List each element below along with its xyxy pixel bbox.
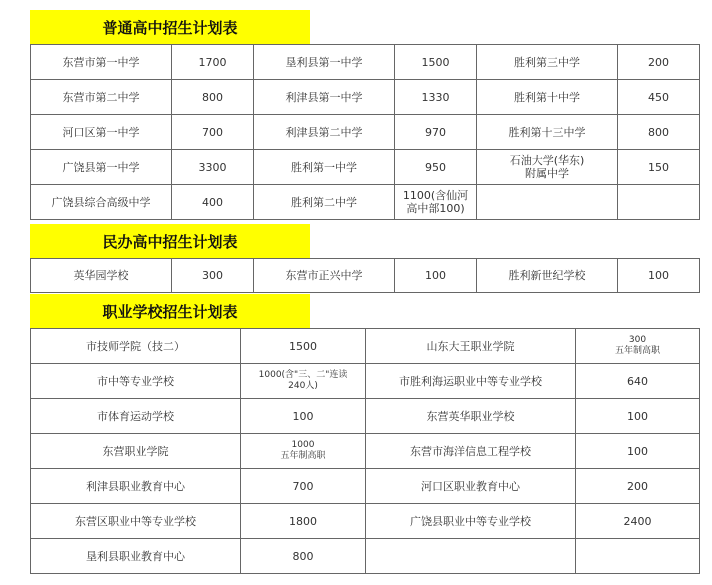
school-name: 利津县职业教育中心 <box>31 469 241 504</box>
school-name: 垦利县职业教育中心 <box>31 539 241 574</box>
school-name: 胜利第一中学 <box>254 150 395 185</box>
school-name: 胜利第二中学 <box>254 185 395 220</box>
enrollment-count: 640 <box>576 364 700 399</box>
enrollment-count: 1100(含仙河 高中部100) <box>395 185 477 220</box>
table-row <box>31 434 700 469</box>
school-name: 利津县第一中学 <box>254 80 395 115</box>
school-name <box>477 185 618 220</box>
enrollment-count: 300 <box>172 259 254 293</box>
enrollment-count: 3300 <box>172 150 254 185</box>
school-name: 市胜利海运职业中等专业学校 <box>366 364 576 399</box>
school-name: 东营英华职业学校 <box>366 399 576 434</box>
enrollment-count: 100 <box>576 434 700 469</box>
table-row <box>31 80 700 115</box>
school-name: 垦利县第一中学 <box>254 45 395 80</box>
school-name: 东营职业学院 <box>31 434 241 469</box>
enrollment-count: 100 <box>241 399 366 434</box>
school-name: 市技师学院（技二） <box>31 329 241 364</box>
school-name: 河口区第一中学 <box>31 115 172 150</box>
enrollment-count: 100 <box>618 259 700 293</box>
school-name: 广饶县第一中学 <box>31 150 172 185</box>
enrollment-count: 1000 五年制高职 <box>241 434 366 469</box>
vocational-plan-table <box>30 328 700 574</box>
enrollment-count: 800 <box>241 539 366 574</box>
enrollment-count: 1000(含"三、二"连读 240人) <box>241 364 366 399</box>
enrollment-count: 1330 <box>395 80 477 115</box>
enrollment-count: 1800 <box>241 504 366 539</box>
school-name: 胜利第十三中学 <box>477 115 618 150</box>
table-row <box>31 399 700 434</box>
table-row <box>31 364 700 399</box>
enrollment-count: 300 五年制高职 <box>576 329 700 364</box>
school-name: 河口区职业教育中心 <box>366 469 576 504</box>
school-name: 胜利新世纪学校 <box>477 259 618 293</box>
school-name: 市体育运动学校 <box>31 399 241 434</box>
private-plan-table <box>30 258 700 293</box>
table-row <box>31 469 700 504</box>
enrollment-count: 970 <box>395 115 477 150</box>
school-name: 胜利第十中学 <box>477 80 618 115</box>
enrollment-count <box>576 539 700 574</box>
general-plan-title: 普通高中招生计划表 <box>30 10 310 44</box>
table-row <box>31 539 700 574</box>
school-name: 山东大王职业学院 <box>366 329 576 364</box>
enrollment-count: 700 <box>241 469 366 504</box>
school-name: 英华园学校 <box>31 259 172 293</box>
vocational-plan-title: 职业学校招生计划表 <box>30 294 310 328</box>
school-name: 东营市第一中学 <box>31 45 172 80</box>
table-row <box>31 185 700 220</box>
enrollment-count: 800 <box>172 80 254 115</box>
school-name: 胜利第三中学 <box>477 45 618 80</box>
school-name: 东营市第二中学 <box>31 80 172 115</box>
enrollment-count: 1500 <box>395 45 477 80</box>
table-row <box>31 504 700 539</box>
enrollment-count: 450 <box>618 80 700 115</box>
school-name: 利津县第二中学 <box>254 115 395 150</box>
general-plan-table <box>30 44 700 220</box>
enrollment-count: 200 <box>618 45 700 80</box>
enrollment-count: 2400 <box>576 504 700 539</box>
enrollment-count: 700 <box>172 115 254 150</box>
enrollment-count: 1500 <box>241 329 366 364</box>
enrollment-count: 800 <box>618 115 700 150</box>
table-row <box>31 259 700 293</box>
school-name: 东营区职业中等专业学校 <box>31 504 241 539</box>
private-plan-title: 民办高中招生计划表 <box>30 224 310 258</box>
school-name: 广饶县职业中等专业学校 <box>366 504 576 539</box>
table-row <box>31 45 700 80</box>
table-row <box>31 329 700 364</box>
school-name: 东营市正兴中学 <box>254 259 395 293</box>
enrollment-count: 400 <box>172 185 254 220</box>
enrollment-count: 150 <box>618 150 700 185</box>
school-name: 市中等专业学校 <box>31 364 241 399</box>
enrollment-count: 100 <box>576 399 700 434</box>
enrollment-count <box>618 185 700 220</box>
enrollment-count: 100 <box>395 259 477 293</box>
enrollment-count: 200 <box>576 469 700 504</box>
school-name <box>366 539 576 574</box>
table-row <box>31 150 700 185</box>
school-name: 石油大学(华东) 附属中学 <box>477 150 618 185</box>
enrollment-count: 1700 <box>172 45 254 80</box>
school-name: 东营市海洋信息工程学校 <box>366 434 576 469</box>
enrollment-count: 950 <box>395 150 477 185</box>
table-row <box>31 115 700 150</box>
school-name: 广饶县综合高级中学 <box>31 185 172 220</box>
